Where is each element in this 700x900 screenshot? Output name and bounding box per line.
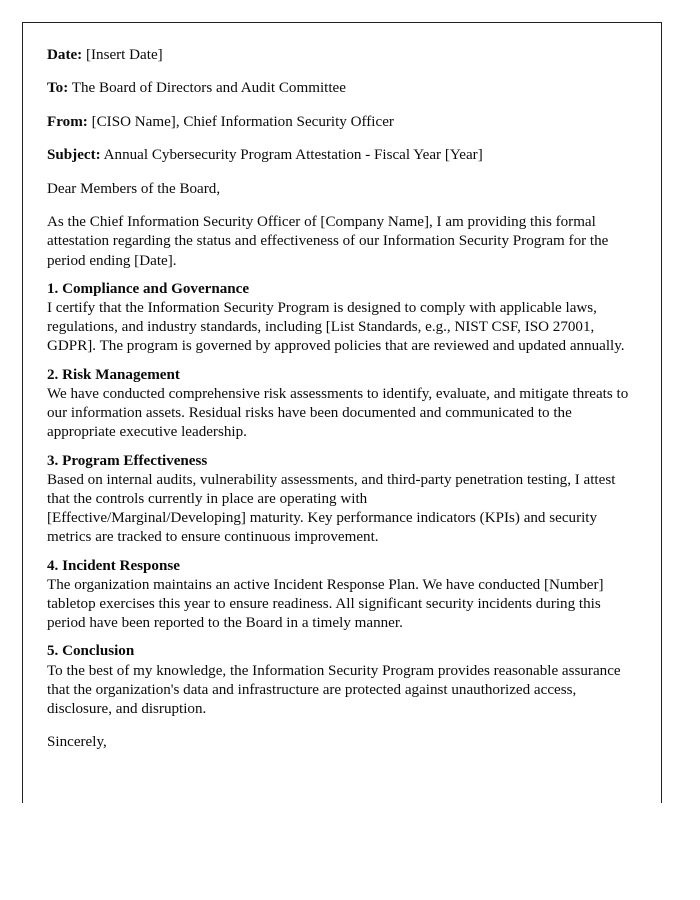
section-heading-2: 2. Risk Management [47,366,180,383]
header-line-subject [47,146,641,165]
header-label-from: From: [47,113,88,130]
section-heading-3: 3. Program Effectiveness [47,452,208,469]
header-value-from: [CISO Name], Chief Information Security Officer [91,113,394,130]
header-label-subject: Subject: [47,147,101,164]
section-program-effectiveness [47,452,641,548]
section-heading-4: 4. Incident Response [47,557,180,574]
header-line-to [47,79,641,98]
salutation: Dear Members of the Board, [47,180,221,197]
header-label-to: To: [47,80,69,97]
header-value-subject: Annual Cybersecurity Program Attestation - Fiscal Year [Year] [103,147,483,164]
section-risk-management [47,366,641,443]
header-value-to: The Board of Directors and Audit Committee [71,80,346,97]
section-body-5: To the best of my knowledge, the Information Security Program provides reasonable assurance that the organization's data and infrastructure are protected against unauthorized access, disclosure, and disruption. [47,662,621,717]
section-conclusion [47,642,641,719]
header-label-date: Date: [47,47,83,63]
section-body-3 [47,471,641,548]
section-heading-1: 1. Compliance and Governance [47,280,250,297]
section-body-4: The organization maintains an active Incident Response Plan. We have conducted [Number] tabletop exercises this year to ensure readiness. All significant security incidents during this period have been reported to the Board in a timely manner. [47,576,604,632]
header-line-from [47,113,641,132]
section-body-1: I certify that the Information Security Program is designed to comply with applicable laws, regulations, and industry standards, including [List Standards, e.g., NIST CSF, ISO 27001, GDPR]. The program is governed by approved policies that are reviewed and updated annually. [47,300,625,355]
section-body-2: We have conducted comprehensive risk assessments to identify, evaluate, and mitigate threats to our information assets. Residual risks have been documented and communicated to the appropriate executive leadership. [47,385,629,441]
section-compliance-and-governance [47,280,641,357]
letter-header-block [47,46,641,165]
section-body-3-part1: Based on internal audits, vulnerability assessments, and third-party penetration testing, I attest that the controls currently in place are operating with [47,471,616,507]
section-heading-5: 5. Conclusion [47,643,135,660]
section-body-3-part2: [Effective/Marginal/Developing] maturity. Key performance indicators (KPIs) and security metrics are tracked to ensure continuous improvement. [47,510,598,546]
header-value-date: [Insert Date] [85,47,163,63]
header-line-date [47,46,641,65]
letter-body [47,46,641,752]
intro-paragraph: As the Chief Information Security Officer of [Company Name], I am providing this formal attestation regarding the status and effectiveness of our Information Security Program for the period ending [Date]. [47,214,609,269]
document-page-frame [22,22,662,803]
closing-signoff: Sincerely, [47,734,107,751]
section-incident-response [47,557,641,634]
